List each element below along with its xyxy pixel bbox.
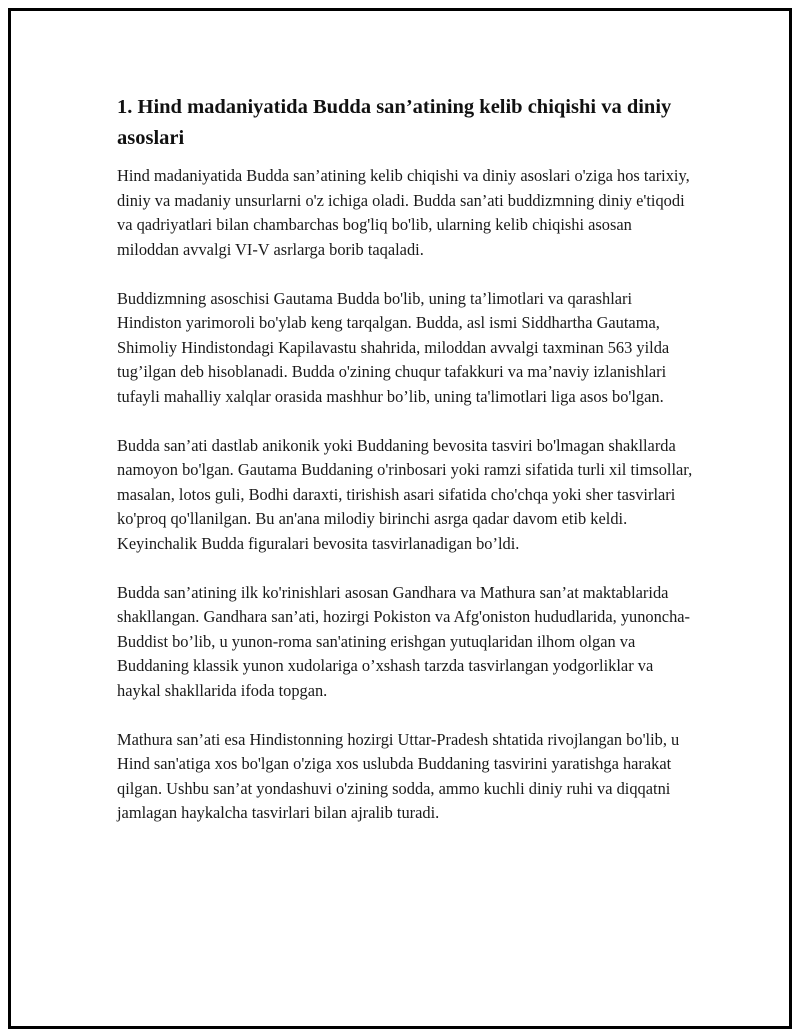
paragraph-3: Budda san’ati dastlab anikonik yoki Buddaning bevosita tasviri bo'lmagan shakllarda namoyon bo'lgan. Gautama Buddaning o'rinbosari yoki ramzi sifatida turli xil timsollar, masalan, lotos guli, Bodhi daraxti, tirishish asari sifatida cho'chqa yoki sher tasvirlari ko'proq qo'llanilgan. Bu an'ana milodiy birinchi asrga qadar davom etib keldi. Keyinchalik Budda figuralari bevosita tasvirlanadigan bo’ldi. [117, 435, 693, 553]
paragraph-1: Hind madaniyatida Budda san’atining kelib chiqishi va diniy asoslari o'ziga hos tarixiy, diniy va madaniy unsurlarni o'z ichiga oladi. Budda san’ati buddizmning diniy e'tiqodi va qadriyatlari bilan chambarchas bog'liq bo'lib, ularning kelib chiqishi asosan miloddan avvalgi VI-V asrlarga borib taqaladi. [117, 166, 690, 259]
paragraph-2: Buddizmning asoschisi Gautama Budda bo'lib, uning ta’limotlari va qarashlari Hindiston yarimoroli bo'ylab keng tarqalgan. Budda, asl ismi Siddhartha Gautama, Shimoliy Hindistondagi Kapilavastu shahrida, miloddan avvalgi taxminan 563 yilda tug’ilgan deb hisoblanadi. Budda o'zining chuqur tafakkuri va ma’naviy izlanishlari tufayli mahalliy xalqlar orasida mashhur bo’lib, uning ta'limotlari liga asos bo'lgan. [117, 288, 670, 406]
paragraph-5: Mathura san’ati esa Hindistonning hozirgi Uttar-Pradesh shtatida rivojlangan bo'lib, u Hind san'atiga xos bo'lgan o'ziga xos uslubda Buddaning tasvirini yaratishga harakat qilgan. Ushbu san’at yondashuvi o'zining sodda, ammo kuchli diniy ruhi va diqqatni jamlagan haykalcha tasvirlari bilan ajralib turadi. [117, 729, 680, 822]
paragraph-4: Budda san’atining ilk ko'rinishlari asosan Gandhara va Mathura san’at maktablarida shakllangan. Gandhara san’ati, hozirgi Pokiston va Afg'oniston hududlarida, yunoncha-Buddist bo’lib, u yunon-roma san'atining erishgan yutuqlaridan ilhom olgan va Buddaning klassik yunon xudolariga o’xshash tarzda tasvirlangan yodgorliklar va haykal shakllarida ifoda topgan. [117, 582, 691, 700]
section-heading: 1. Hind madaniyatida Budda san’atining kelib chiqishi va diniy asoslari [117, 96, 672, 149]
document-body [117, 92, 697, 850]
